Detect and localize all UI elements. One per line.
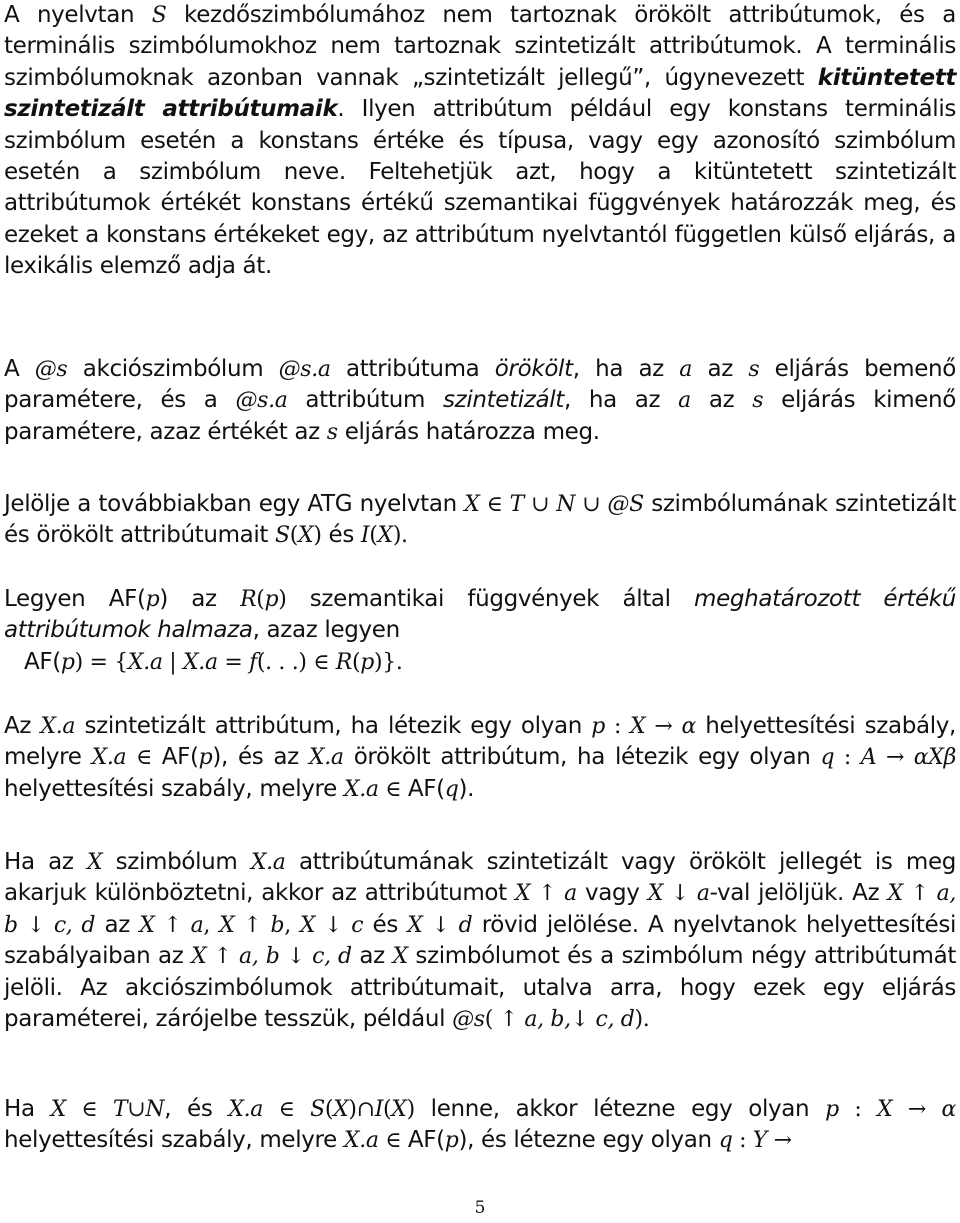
math-text: p xyxy=(444,1128,459,1154)
math-text: ∈ xyxy=(126,745,162,771)
math-text: p xyxy=(360,649,374,675)
math-text: X xyxy=(333,1097,349,1122)
text-run: helyettesítési szabály, melyre xyxy=(4,713,957,771)
math-text: , xyxy=(284,912,300,938)
math-text: ↑ xyxy=(154,912,191,938)
math-text: → xyxy=(876,745,914,771)
math-text: X xyxy=(407,912,423,938)
text-run: az xyxy=(351,943,393,970)
text-run: , ha az xyxy=(572,356,680,382)
math-text: @s xyxy=(452,1007,485,1033)
text-run: , és xyxy=(164,1096,229,1122)
math-text: X.a xyxy=(343,1128,379,1154)
math-text: : xyxy=(732,1128,753,1154)
math-text: ( xyxy=(256,587,265,612)
math-text: (. . .) ∈ xyxy=(256,649,336,675)
text-run: vagy xyxy=(576,880,648,907)
math-text: R xyxy=(240,587,257,612)
math-text: X.a xyxy=(40,714,76,739)
text-run: szimbólum xyxy=(102,849,251,875)
text-run: eljárás határozza meg. xyxy=(337,418,600,445)
math-text: → xyxy=(645,714,682,739)
math-text: q xyxy=(444,776,459,802)
math-text: c xyxy=(351,912,364,938)
math-text: X.a xyxy=(343,776,379,802)
text-run: , ha az xyxy=(563,387,679,414)
math-text: q xyxy=(718,1128,733,1154)
text-run: AF( xyxy=(407,1127,445,1154)
math-text: X xyxy=(514,881,531,907)
math-text: ↑ xyxy=(234,912,271,938)
math-text: a xyxy=(679,357,693,382)
math-text: | xyxy=(162,649,183,675)
text-run: Ha xyxy=(4,1096,51,1122)
math-text: ) xyxy=(406,1097,415,1122)
math-text: a xyxy=(696,881,710,907)
display-equation xyxy=(4,647,956,678)
math-text: → xyxy=(892,1097,942,1122)
text-run: attribútumának szintetizált vagy örökölt jellegét is meg akarjuk különböztetni, akkor az attribútumot xyxy=(4,849,956,907)
paragraph-arrow-notation xyxy=(4,847,956,1035)
paragraph-af-definition xyxy=(4,584,956,678)
math-text: a xyxy=(678,388,691,414)
math-text: N xyxy=(145,1097,165,1122)
math-text: ( xyxy=(369,523,378,549)
text-run: . Ilyen attribútum például egy konstans terminális szimbólum esetén a konstans értéke és típusa, vagy egy azonosító szimbólum esetén a szimbólum neve. Feltehetjük azt, hogy a kitüntetett szintetizált attribútumok értékét konstans értékű szemantikai függvények határozzák meg, és ezeket a konstans értékeket egy, az attribútum nyelvtantól független külső eljárás, a lexikális elemző adja át. xyxy=(4,96,957,280)
paragraph-action-symbol xyxy=(4,354,956,448)
text-run: kezdőszimbólumához nem tartoznak örökölt attribútumok, és a terminális szimbólumokhoz nem tartoznak szintetizált attribútumok. A terminális szimbólumoknak azonban vannak „szintetizált jellegű”, úgynevezett xyxy=(4,2,956,91)
math-text: ) xyxy=(313,523,322,549)
math-text: ↑ xyxy=(206,944,240,970)
math-text: p xyxy=(591,714,605,739)
text-run: az xyxy=(692,356,749,382)
text-run: és xyxy=(321,522,361,549)
text-run: az xyxy=(690,387,753,414)
text-run: AF( xyxy=(24,648,61,675)
math-text: T xyxy=(509,492,524,517)
math-text: X xyxy=(876,1097,893,1122)
math-text: kitüntetett szintetizált attribútumaik xyxy=(4,64,956,123)
math-text: → xyxy=(766,1128,792,1154)
math-text: αXβ xyxy=(913,745,956,771)
math-text: : xyxy=(838,1097,877,1122)
text-run: AF( xyxy=(407,775,445,802)
text-run: AF( xyxy=(161,744,199,771)
text-run: ). xyxy=(458,775,475,802)
math-text: X.a xyxy=(182,649,218,675)
math-text: a, b xyxy=(239,944,280,970)
math-text: ) = { xyxy=(74,649,128,675)
math-text: ( xyxy=(289,523,299,549)
math-text: s xyxy=(752,388,764,414)
math-text: a xyxy=(190,912,204,938)
text-run: attribútum xyxy=(287,387,443,414)
text-run: attribútuma xyxy=(330,356,495,382)
text-run: lenne, akkor létezne egy olyan xyxy=(414,1096,826,1122)
math-text: R xyxy=(335,649,353,675)
text-run: -val jelöljük. Az xyxy=(709,880,888,907)
text-run: szintetizált attribútum, ha létezik egy olyan xyxy=(75,713,592,739)
math-text: X xyxy=(392,944,408,970)
math-text: , xyxy=(203,912,220,938)
paragraph-attributes-intro xyxy=(4,0,956,283)
math-text: : xyxy=(604,714,631,739)
text-run: eljárás bemenő paramétere, és a xyxy=(4,356,956,414)
math-text: ↓ xyxy=(422,912,459,938)
math-text: S xyxy=(151,3,167,28)
math-text: d xyxy=(458,912,473,938)
math-text: szintetizált xyxy=(443,387,564,414)
math-text: ∈ xyxy=(65,1097,113,1122)
math-text: X.a xyxy=(127,649,163,675)
math-text: )}. xyxy=(373,649,403,675)
text-run: Legyen AF( xyxy=(4,586,146,612)
math-text: X xyxy=(219,912,235,938)
math-text: X xyxy=(377,523,393,549)
math-text: )∩ xyxy=(348,1097,375,1122)
text-run: ), és létezne egy olyan xyxy=(458,1127,719,1154)
math-text: X xyxy=(298,523,314,549)
math-text: c, d xyxy=(312,944,352,970)
paragraph-synthesized-inherited xyxy=(4,711,956,805)
math-text: q xyxy=(820,745,835,771)
math-text: X xyxy=(50,1097,66,1122)
math-text: a xyxy=(564,881,577,907)
math-text: ) xyxy=(278,587,287,612)
text-run: szemantikai függvények által xyxy=(286,586,695,612)
text-run: és xyxy=(363,911,408,938)
text-run: szimbólumot és a szimbólum négy attribútumát jelöli. Az akciószimbólumok attribútumait, utalva arra, hogy ezek egy eljárás paraméterei, zárójelbe tesszük, például xyxy=(4,943,957,1033)
text-run: , azaz legyen xyxy=(252,617,400,644)
math-text: ↓ xyxy=(315,912,352,938)
math-text: A xyxy=(860,745,877,771)
math-text: ∪ xyxy=(127,1097,146,1122)
text-run: A nyelvtan xyxy=(4,2,152,28)
math-text: ↑ xyxy=(902,881,937,907)
math-text: X xyxy=(647,881,664,907)
math-text: a, b, xyxy=(524,1007,571,1033)
math-text: X xyxy=(391,1097,407,1122)
math-text: p xyxy=(198,745,213,771)
math-text: meghatározott értékű attribútumok halmaza xyxy=(4,586,956,644)
math-text: X xyxy=(139,912,155,938)
paragraph-notation xyxy=(4,489,956,552)
math-text: X.a xyxy=(250,850,286,875)
math-text: c, d xyxy=(595,1007,635,1033)
math-text: ↓ xyxy=(17,912,54,938)
math-text: ). xyxy=(392,523,408,549)
math-text: @S xyxy=(607,492,644,517)
math-text: I xyxy=(360,523,370,549)
text-run: helyettesítési szabály, melyre xyxy=(4,1127,344,1154)
math-text: ( xyxy=(324,1097,334,1122)
math-text: Y xyxy=(752,1128,767,1154)
math-text: b xyxy=(270,912,285,938)
math-text: X xyxy=(191,944,207,970)
math-text: a, b xyxy=(4,881,956,938)
text-run: ) az xyxy=(159,586,241,612)
math-text: N xyxy=(556,492,576,517)
math-text: ∪ xyxy=(575,492,608,517)
math-text: T xyxy=(112,1097,128,1122)
paragraph-contradiction xyxy=(4,1094,956,1157)
math-text: X.a xyxy=(308,745,344,771)
text-run: akciószimbólum xyxy=(67,356,279,382)
page-number: 5 xyxy=(474,1198,486,1218)
math-text: ∈ xyxy=(479,492,510,517)
math-text: : xyxy=(834,745,861,771)
math-text: @s.a xyxy=(278,357,331,382)
math-text: X.a xyxy=(228,1097,264,1122)
math-text: s xyxy=(326,419,338,445)
text-run: A xyxy=(4,356,35,382)
math-text: ( xyxy=(352,649,361,675)
math-text: örökölt xyxy=(494,356,573,382)
math-text: f xyxy=(249,649,257,675)
text-run: Az xyxy=(4,713,41,739)
math-text: X.a xyxy=(91,745,127,771)
math-text: c, d xyxy=(53,912,96,938)
math-text: I xyxy=(374,1097,384,1122)
math-text: X xyxy=(464,492,480,517)
math-text: X xyxy=(630,714,646,739)
math-text: ∈ xyxy=(378,1128,408,1154)
text-run: helyettesítési szabály, melyre xyxy=(4,775,344,802)
text-run: az xyxy=(95,911,140,938)
math-text: p xyxy=(264,587,279,612)
math-text: @s xyxy=(34,357,68,382)
text-run: Jelölje a továbbiakban egy ATG nyelvtan xyxy=(4,491,465,517)
math-text: X xyxy=(86,850,103,875)
text-run: rövid jelölése. A nyelvtanok helyettesítési szabályaiban az xyxy=(4,911,957,970)
math-text: p xyxy=(825,1097,839,1122)
math-text: S xyxy=(310,1097,325,1122)
math-text: p xyxy=(60,649,75,675)
math-text: = xyxy=(217,649,250,675)
math-text: ↓ xyxy=(570,1007,596,1033)
math-text: @s.a xyxy=(235,388,288,414)
math-text: X xyxy=(887,881,903,907)
math-text: S xyxy=(275,523,290,549)
math-text: α xyxy=(681,714,696,739)
math-text: X xyxy=(299,912,316,938)
math-text: ↓ xyxy=(663,881,697,907)
math-text: p xyxy=(145,587,160,612)
math-text: ↑ xyxy=(530,881,565,907)
text-run: szimbólumának szintetizált és örökölt attribútumait xyxy=(4,491,957,549)
math-text: ∪ xyxy=(523,492,557,517)
math-text: ∈ xyxy=(263,1097,311,1122)
math-text: ↓ xyxy=(279,944,313,970)
text-run: örökölt attribútum, ha létezik egy olyan xyxy=(343,744,821,771)
math-text: s xyxy=(748,357,760,382)
math-text: ( ↑ xyxy=(484,1007,525,1033)
math-text: α xyxy=(941,1097,956,1122)
text-run: Ha az xyxy=(4,849,87,875)
math-text: ). xyxy=(634,1007,650,1033)
text-run: eljárás kimenő paramétere, azaz értékét az xyxy=(4,387,957,445)
math-text: ∈ xyxy=(378,776,408,802)
math-text: ( xyxy=(383,1097,392,1122)
text-run: ), és az xyxy=(212,744,309,771)
